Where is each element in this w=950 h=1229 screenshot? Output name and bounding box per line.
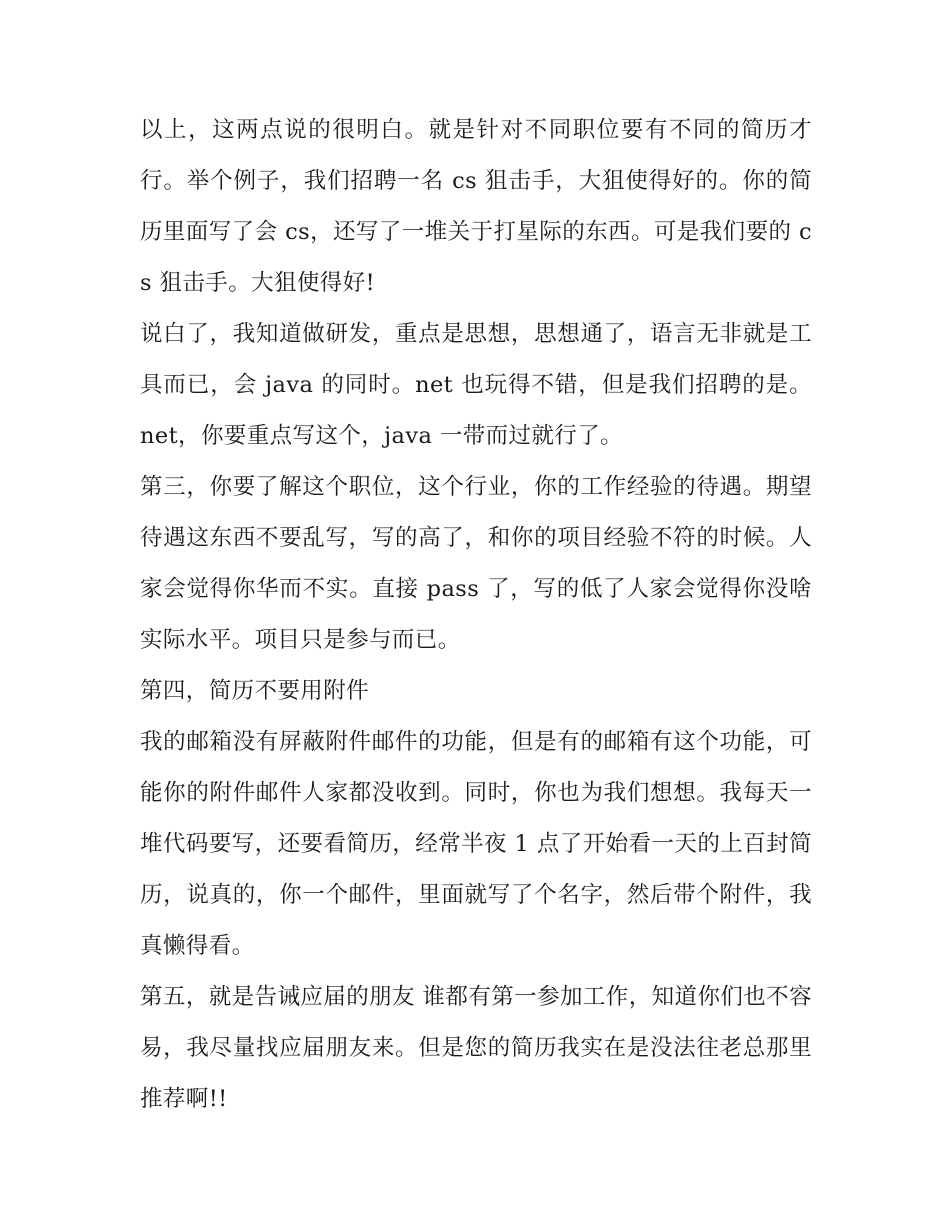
paragraph-4-heading: 第四，简历不要用附件 (140, 678, 370, 704)
paragraph-2: 说白了，我知道做研发，重点是思想，思想通了，语言无非就是工具而已，会 java 的同时。net 也玩得不错，但是我们招聘的是。net，你要重点写这个，java 一带而过就行了。 (140, 321, 812, 449)
paragraph-6: 第五，就是告诫应届的朋友 谁都有第一参加工作，知道你们也不容易，我尽量找应届朋友来。但是您的简历我实在是没法往老总那里推荐啊!! (140, 984, 812, 1112)
paragraph-1: 以上，这两点说的很明白。就是针对不同职位要有不同的简历才行。举个例子，我们招聘一名 cs 狙击手，大狙使得好的。你的简历里面写了会 cs，还写了一堆关于打星际的东西。可是我们要的 cs 狙击手。大狙使得好! (140, 117, 812, 296)
paragraph-3: 第三，你要了解这个职位，这个行业，你的工作经验的待遇。期望待遇这东西不要乱写，写的高了，和你的项目经验不符的时候。人家会觉得你华而不实。直接 pass 了，写的低了人家会觉得你没啥实际水平。项目只是参与而已。 (140, 474, 812, 653)
paragraph-5: 我的邮箱没有屏蔽附件邮件的功能，但是有的邮箱有这个功能，可能你的附件邮件人家都没收到。同时，你也为我们想想。我每天一堆代码要写，还要看简历，经常半夜 1 点了开始看一天的上百封简历，说真的，你一个邮件，里面就写了个名字，然后带个附件，我真懒得看。 (140, 729, 812, 959)
document-body (140, 105, 812, 1125)
